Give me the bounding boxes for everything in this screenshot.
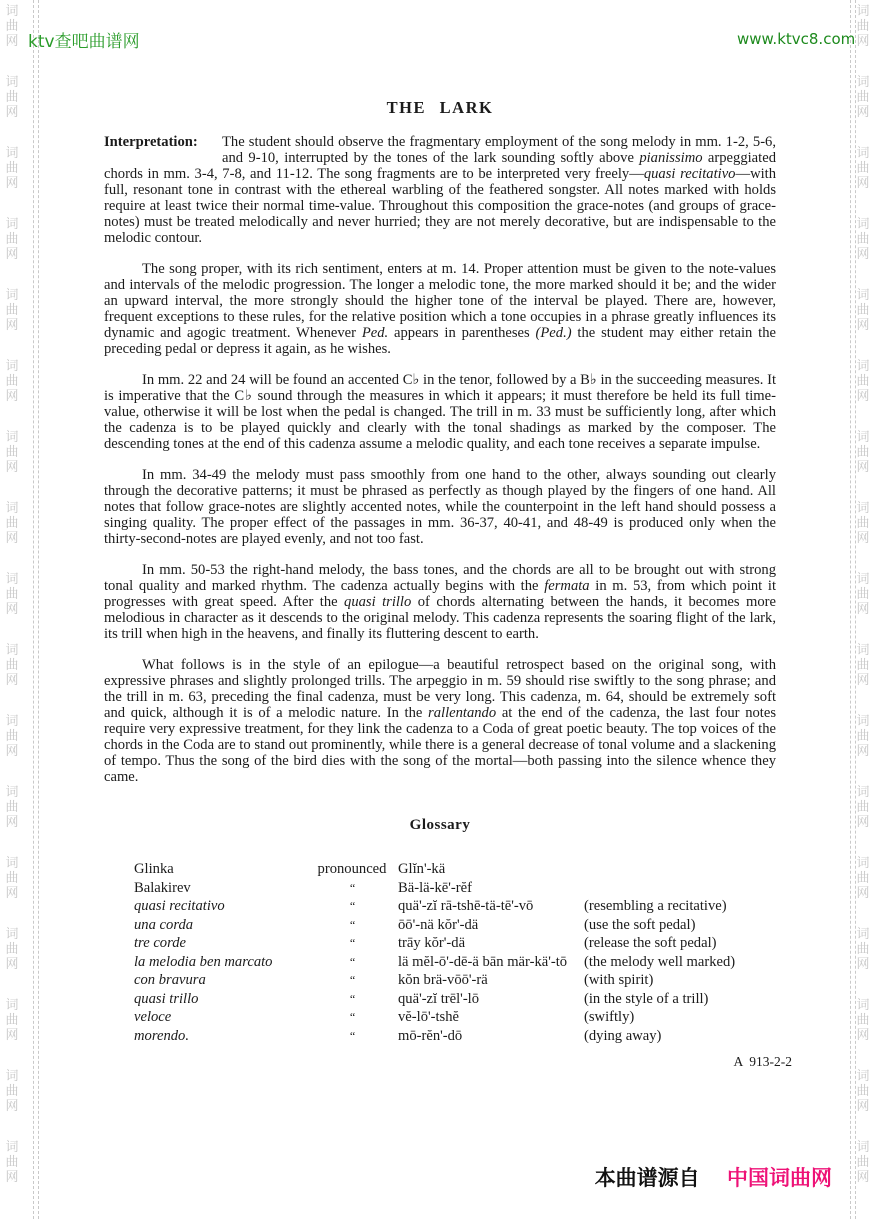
watermark-text-group: 词 曲 网: [5, 572, 19, 617]
ditto-mark: “: [349, 991, 355, 1006]
ditto-mark: “: [349, 880, 355, 895]
paragraph-mm34-49: In mm. 34-49 the melody must pass smoothly from one hand to the other, always sounding out clearly through the decorative patterns; it must be phrased as perfectly as though played by the fingers of one hand. All notes that follow grace-notes are slightly accented notes, while the counterpoint in the left hand should possess a singing quality. The proper effect of the passages in mm. 36-37, 40-41, and 48-49 is produced only when the thirty-second-notes are played evenly, and not too fast.: [104, 467, 776, 547]
footer-source-line: [595, 1162, 832, 1192]
watermark-text-group: 词 曲 网: [5, 785, 19, 830]
watermark-text-group: 词 曲 网: [856, 643, 870, 688]
watermark-right-column: [854, 4, 872, 1211]
watermark-text-group: 词 曲 网: [5, 927, 19, 972]
glossary-meaning: (with spirit): [584, 972, 654, 988]
glossary-row: [134, 972, 776, 991]
watermark-text-group: 词 曲 网: [5, 75, 19, 120]
watermark-text-group: 词 曲 网: [856, 1140, 870, 1185]
watermark-text-group: 词 曲 网: [5, 856, 19, 901]
paragraph-text: The student should observe the fragmentary employment of the song melody in mm. 1-2, 5-6, and 9-10, interrupted by the tones of the lark sounding softly above pianissimo arpeggiated chords in mm. 3-4, 7-8, and 11-12. The song fragments are to be interpreted very freely—quasi recitativo—with full, resonant tone in contrast with the ethereal warbling of the feathered songster. All notes marked with holds require at least twice their normal time-value. Throughout this composition the grace-notes (and groups of grace-notes) must be treated melodically and never hurried; they are not merely decorative, but are indispensable to the melodic contour.: [104, 134, 777, 246]
watermark-text-group: 词 曲 网: [856, 572, 870, 617]
glossary-term: quasi trillo: [134, 990, 199, 1007]
glossary-pronunciation: Glĭn'-kä: [398, 861, 446, 877]
glossary-term: con bravura: [134, 972, 206, 988]
pronounced-label: pronounced: [317, 861, 387, 877]
glossary-term: quasi recitativo: [134, 898, 225, 914]
glossary-pronunciation: lä mĕl-ō'-dē-ä bān mär-kä'-tō: [398, 953, 568, 970]
glossary-pronunciation: ōō'-nä kŏr'-dä: [398, 916, 479, 933]
glossary-pronunciation: Bä-lä-kē'-rĕf: [398, 879, 472, 896]
watermark-text-group: 词 曲 网: [856, 217, 870, 262]
ditto-mark: “: [349, 899, 355, 913]
glossary-pronunciation: quä'-zĭ rā-tshē-tä-tē'-vō: [398, 898, 534, 914]
watermark-text-group: 词 曲 网: [856, 785, 870, 830]
glossary-meaning: (in the style of a trill): [584, 990, 709, 1007]
glossary-term: veloce: [134, 1009, 172, 1025]
paragraph-mm50-53: In mm. 50-53 the right-hand melody, the bass tones, and the chords are all to be brought out with strong tonal quality and marked rhythm. The cadenza actually begins with the fermata in m. 53, from which point it progresses with great speed. After the quasi trillo of chords alternating between the hands, it becomes more melodious in character as it descends to the original melody. This cadenza represents the soaring flight of the lark, its trill when high in the heavens, and finally its fluttering descent to earth.: [104, 562, 777, 642]
ditto-mark: “: [349, 1010, 355, 1024]
watermark-text-group: 词 曲 网: [5, 217, 19, 262]
ditto-mark: “: [349, 954, 355, 969]
glossary-term: la melodia ben marcato: [134, 953, 273, 970]
footer-source-prefix: 本曲谱源自: [594, 1166, 700, 1190]
footer-brand: 中国词曲网: [727, 1166, 832, 1190]
paragraph-epilogue: What follows is in the style of an epilogue—a beautiful retrospect based on the original song, with expressive phrases and slightly prolonged trills. The arpeggio in m. 59 should rise swiftly to the song phrase; and the trill in m. 63, preceding the final cadenza, must be very long. This cadenza, m. 64, should be extremely soft and quick, although it is of a melodic nature. In the rallentando at the end of the cadenza, the last four notes require very expressive treatment, for they link the cadenza to a Coda of great poetic beauty. The top voices of the chords in the Coda are to stand out prominently, while there is a general decrease of tonal volume and a slackening of tempo. Thus the song of the bird dies with the song of the mortal—both passing into the silence whence they came.: [104, 657, 776, 785]
glossary-term: Balakirev: [134, 879, 191, 896]
glossary-meaning: (the melody well marked): [584, 953, 736, 970]
watermark-text-group: 词 曲 网: [5, 643, 19, 688]
site-name-watermark: ktv查吧曲谱网: [28, 32, 140, 52]
watermark-text-group: 词 曲 网: [856, 75, 870, 120]
watermark-text-group: 词 曲 网: [5, 146, 19, 191]
watermark-text-group: 词 曲 网: [856, 927, 870, 972]
watermark-text-group: 词 曲 网: [856, 856, 870, 901]
glossary-heading: Glossary: [409, 817, 471, 833]
watermark-text-group: 词 曲 网: [5, 1140, 19, 1185]
glossary-row: [134, 917, 776, 936]
glossary-row: [134, 991, 776, 1010]
glossary-term: tre corde: [134, 935, 187, 951]
glossary-row: [134, 880, 776, 899]
interpretation-paragraph: [104, 134, 776, 246]
glossary-meaning: (use the soft pedal): [584, 916, 696, 933]
watermark-text-group: 词 曲 网: [5, 4, 19, 49]
site-url-watermark: www.ktvc8.com: [737, 30, 856, 48]
watermark-text-group: 词 曲 网: [5, 359, 19, 404]
right-dashed-border: [850, 0, 856, 1219]
paragraph-mm22-24: In mm. 22 and 24 will be found an accented C♭ in the tenor, followed by a B♭ in the succeeding measures. It is imperative that the C♭ sound through the measures in which it appears; it must therefore be held its full time-value, otherwise it will be lost when the pedal is changed. The trill in m. 33 must be sufficiently long, after which the cadenza is to be played quickly and clearly with the tonal shadings as marked by the composer. The descending tones at the end of this cadenza assume a melodic quality, and each tone receives a separate impulse.: [104, 372, 776, 452]
glossary-row: [134, 935, 776, 954]
watermark-text-group: 词 曲 网: [856, 998, 870, 1043]
watermark-text-group: 词 曲 网: [856, 288, 870, 333]
glossary-pronunciation: kŏn brä-vōō'-rä: [398, 972, 488, 988]
watermark-text-group: 词 曲 网: [856, 714, 870, 759]
glossary-meaning: (resembling a recitative): [584, 898, 727, 914]
watermark-text-group: 词 曲 网: [5, 998, 19, 1043]
plate-number: A 913-2-2: [733, 1054, 792, 1069]
glossary-row: [134, 1028, 776, 1047]
glossary-table: [134, 861, 776, 1046]
watermark-text-group: 词 曲 网: [5, 501, 19, 546]
ditto-mark: “: [349, 1028, 355, 1043]
glossary-pronunciation: trāy kŏr'-dä: [398, 935, 466, 951]
paragraph-song-proper: The song proper, with its rich sentiment, enters at m. 14. Proper attention must be given to the note-values and intervals of the melodic progression. The longer a melodic tone, the more marked should it be; and the wider an upward interval, the more strongly should the higher tone of the interval be played. There are, however, frequent exceptions to these rules, for the relative position which a tone occupies in a phrase greatly influences its dynamic and agogic treatment. Whenever Ped. appears in parentheses (Ped.) the student may either retain the preceding pedal or depress it again, as he wishes.: [104, 261, 776, 357]
watermark-text-group: 词 曲 网: [856, 1069, 870, 1114]
left-dashed-border: [33, 0, 39, 1219]
glossary-pronunciation: mō-rĕn'-dō: [398, 1027, 463, 1044]
ditto-mark: “: [349, 917, 355, 932]
glossary-row: [134, 861, 776, 880]
glossary-row: [134, 1009, 776, 1028]
watermark-text-group: 词 曲 网: [856, 359, 870, 404]
glossary-pronunciation: vĕ-lō'-tshĕ: [398, 1009, 459, 1025]
scanned-document-page: [104, 98, 792, 1070]
glossary-row: [134, 898, 776, 917]
watermark-text-group: 词 曲 网: [856, 501, 870, 546]
glossary-row: [134, 954, 776, 973]
watermark-text-group: 词 曲 网: [5, 1069, 19, 1114]
watermark-text-group: 词 曲 网: [856, 430, 870, 475]
glossary-term: morendo.: [134, 1027, 189, 1044]
ditto-mark: “: [349, 973, 355, 987]
glossary-meaning: (release the soft pedal): [584, 935, 717, 951]
ditto-mark: “: [349, 936, 355, 950]
glossary-pronunciation: quä'-zĭ trēl'-lō: [398, 990, 480, 1007]
watermark-text-group: 词 曲 网: [856, 4, 870, 49]
glossary-meaning: (dying away): [584, 1027, 662, 1044]
watermark-text-group: 词 曲 网: [5, 430, 19, 475]
watermark-text-group: 词 曲 网: [5, 288, 19, 333]
interpretation-label: Interpretation:: [104, 134, 198, 150]
watermark-left-column: [3, 4, 21, 1211]
glossary-term: una corda: [134, 916, 194, 933]
page-title: THE LARK: [386, 98, 494, 117]
watermark-text-group: 词 曲 网: [856, 146, 870, 191]
glossary-meaning: (swiftly): [584, 1009, 635, 1025]
glossary-section: [104, 817, 776, 1046]
glossary-term: Glinka: [134, 861, 174, 877]
watermark-text-group: 词 曲 网: [5, 714, 19, 759]
